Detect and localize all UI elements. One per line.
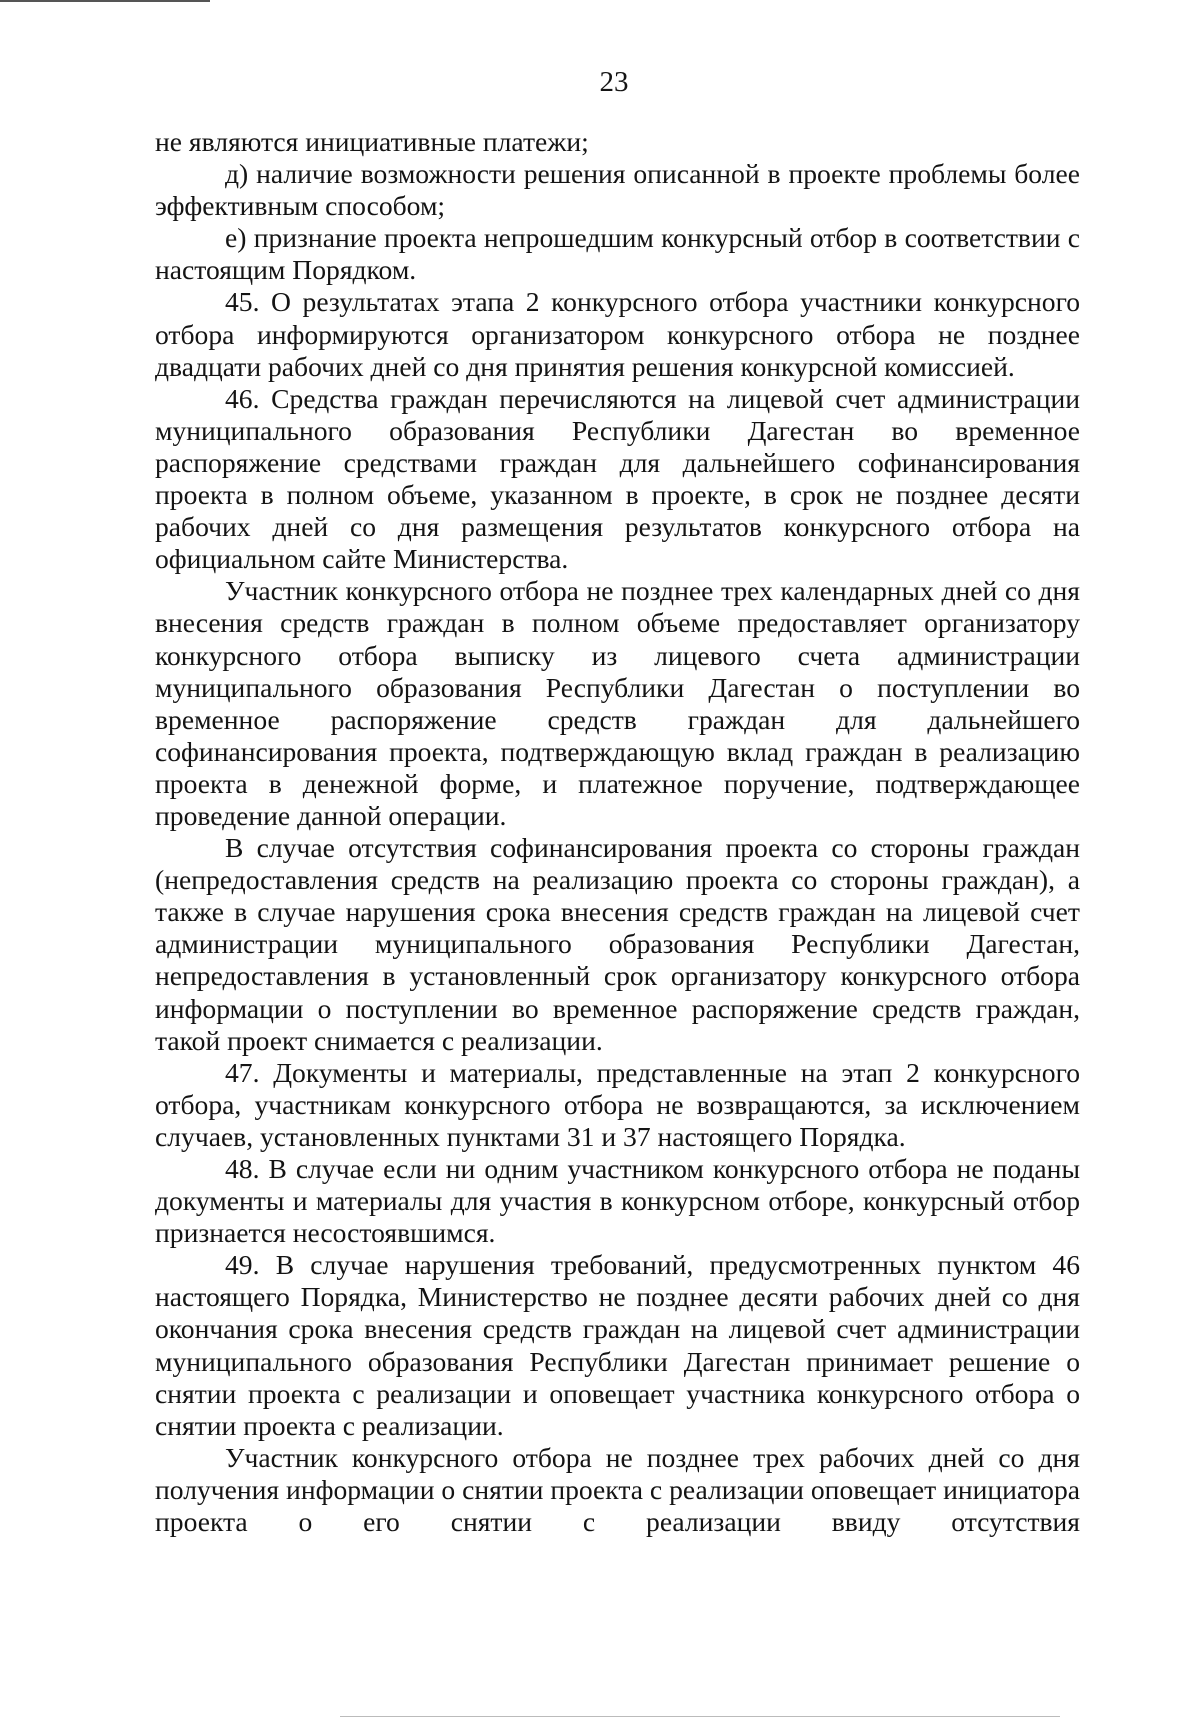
paragraph-item-e: е) признание проекта непрошедшим конкурсный отбор в соответствии с настоящим Порядком. — [155, 222, 1080, 286]
paragraph-49: 49. В случае нарушения требований, предусмотренных пунктом 46 настоящего Порядка, Министерство не позднее десяти рабочих дней со дня окончания срока внесения средств граждан на лицевой счет администрации муниципального образования Республики Дагестан принимает решение о снятии проекта с реализации и оповещает участника конкурсного отбора о снятии проекта с реализации. — [155, 1249, 1080, 1441]
scan-edge-bottom — [340, 1716, 1060, 1717]
paragraph-47: 47. Документы и материалы, представленные на этап 2 конкурсного отбора, участникам конкурсного отбора не возвращаются, за исключением случаев, установленных пунктами 31 и 37 настоящего Порядка. — [155, 1056, 1080, 1152]
document-body — [155, 126, 1080, 1538]
paragraph-continuation: не являются инициативные платежи; — [155, 126, 589, 157]
scan-edge-top — [0, 0, 210, 2]
paragraph-48: 48. В случае если ни одним участником конкурсного отбора не поданы документы и материалы для участия в конкурсном отборе, конкурсный отбор признается несостоявшимся. — [155, 1153, 1080, 1249]
paragraph-46-no-cofinancing: В случае отсутствия софинансирования проекта со стороны граждан (непредоставления средств на реализацию проекта со стороны граждан), а также в случае нарушения срока внесения средств граждан на лицевой счет администрации муниципального образования Республики Дагестан, непредоставления в установленный срок организатору конкурсного отбора информации о поступлении во временное распоряжение средств граждан, такой проект снимается с реализации. — [155, 832, 1080, 1056]
paragraph-item-d: д) наличие возможности решения описанной в проекте проблемы более эффективным способом; — [155, 158, 1080, 222]
page-number: 23 — [599, 66, 629, 98]
paragraph-46-participant: Участник конкурсного отбора не позднее трех календарных дней со дня внесения средств граждан в полном объеме предоставляет организатору конкурсного отбора выписку из лицевого счета администрации муниципального образования Республики Дагестан о поступлении во временное распоряжение средств граждан для дальнейшего софинансирования проекта, подтверждающую вклад граждан в реализацию проекта в денежной форме, и платежное поручение, подтверждающее проведение данной операции. — [155, 575, 1080, 831]
paragraph-45: 45. О результатах этапа 2 конкурсного отбора участники конкурсного отбора информируются организатором конкурсного отбора не позднее двадцати рабочих дней со дня принятия решения конкурсной комиссией. — [155, 286, 1080, 382]
paragraph-49-participant: Участник конкурсного отбора не позднее трех рабочих дней со дня получения информации о снятии проекта с реализации оповещает инициатора проекта о его снятии с реализации ввиду отсутствия — [155, 1441, 1080, 1538]
paragraph-46: 46. Средства граждан перечисляются на лицевой счет администрации муниципального образования Республики Дагестан во временное распоряжение средствами граждан для дальнейшего софинансирования проекта в полном объеме, указанном в проекте, в срок не позднее десяти рабочих дней со дня размещения результатов конкурсного отбора на официальном сайте Министерства. — [155, 382, 1080, 575]
